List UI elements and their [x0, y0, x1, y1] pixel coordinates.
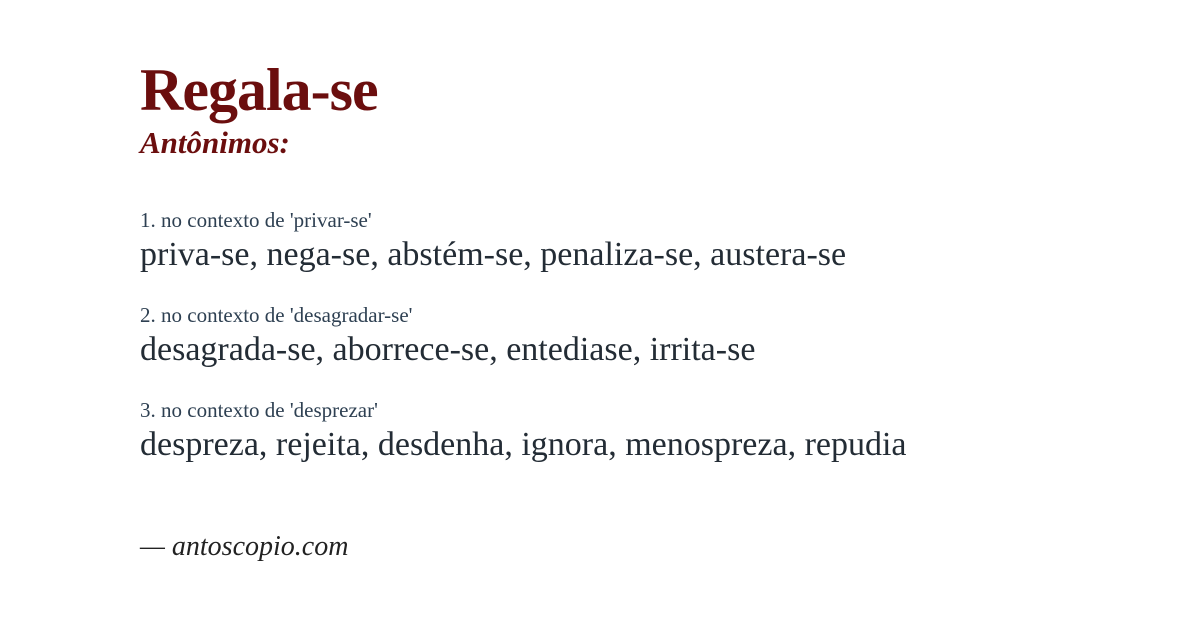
antonym-sections	[140, 208, 1140, 466]
antonym-words: priva-se, nega-se, abstém-se, penaliza-se, austera-se	[140, 236, 847, 274]
antonym-section-3	[140, 398, 1140, 466]
antonyms-heading: Antônimos:	[140, 125, 290, 160]
page-title: Regala-se	[140, 57, 378, 123]
antonym-words: desagrada-se, aborrece-se, entediase, irrita-se	[140, 331, 756, 369]
antonym-section-1	[140, 208, 1140, 276]
source-attribution: — antoscopio.com	[140, 531, 349, 562]
context-label: 1. no contexto de 'privar-se'	[140, 208, 372, 233]
context-label: 2. no contexto de 'desagradar-se'	[140, 303, 413, 328]
context-label: 3. no contexto de 'desprezar'	[140, 398, 378, 423]
antonym-words: despreza, rejeita, desdenha, ignora, menospreza, repudia	[140, 426, 907, 464]
antonym-section-2	[140, 303, 1140, 371]
